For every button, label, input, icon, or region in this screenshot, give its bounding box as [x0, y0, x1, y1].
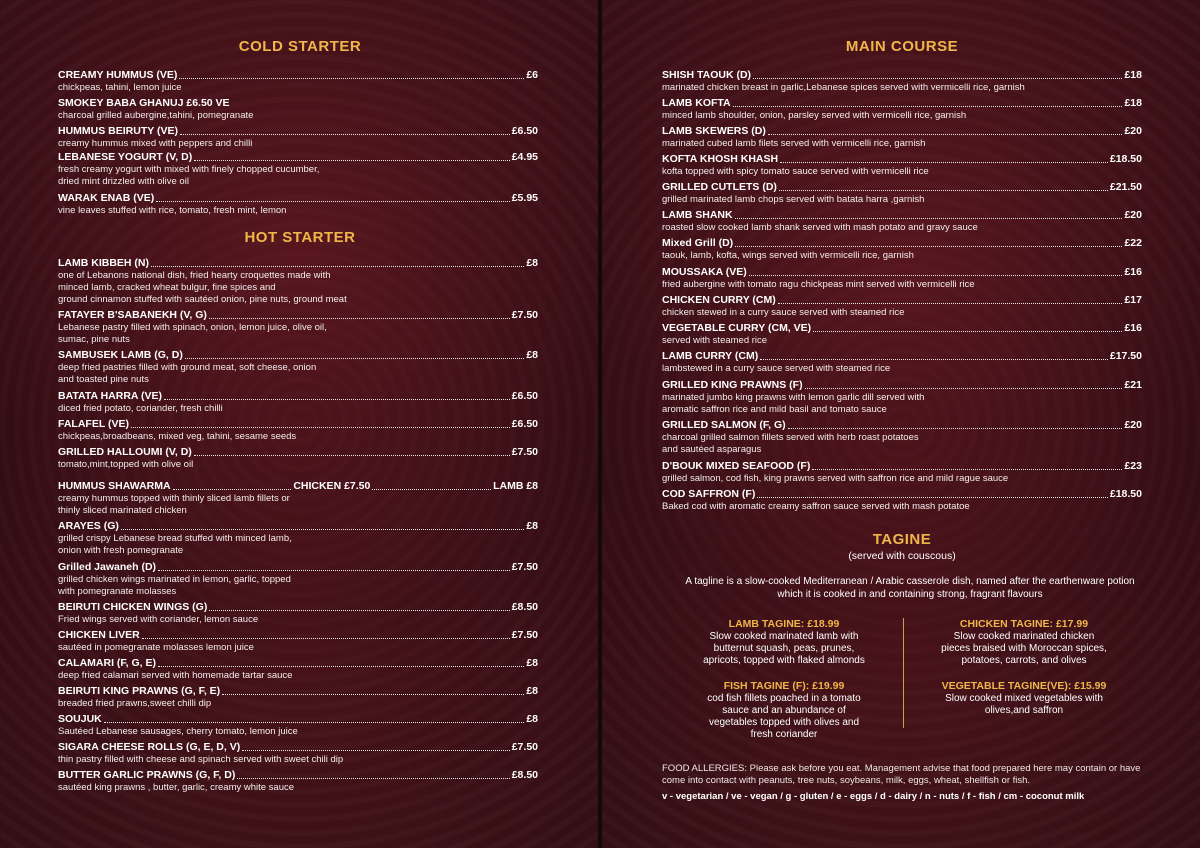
menu-item-name: BEIRUTI CHICKEN WINGS (G): [58, 601, 208, 613]
menu-item: [662, 237, 1142, 262]
dot-leader: [735, 246, 1122, 247]
menu-item-row: [58, 390, 538, 403]
dot-leader: [242, 750, 510, 751]
menu-item: [58, 349, 538, 386]
menu-item-row: [58, 741, 538, 754]
menu-item-desc: creamy hummus mixed with peppers and chilli: [58, 138, 253, 149]
dot-leader: [158, 570, 510, 571]
dot-leader: [813, 331, 1122, 332]
menu-item: [58, 713, 538, 738]
menu-item-row: [662, 322, 1142, 335]
dot-leader: [779, 190, 1108, 191]
menu-item-name: KOFTA KHOSH KHASH: [662, 153, 779, 165]
menu-item: [662, 266, 1142, 291]
menu-item-price: £4.95: [511, 151, 538, 163]
menu-item: [58, 418, 538, 443]
menu-item-price: £7.50: [511, 741, 538, 753]
menu-item-desc: charcoal grilled salmon fillets served with herb roast potatoes and sautéed asparagus: [662, 432, 919, 455]
menu-item-row: [662, 294, 1142, 307]
menu-item-desc: grilled salmon, cod fish, king prawns served with saffron rice and mild rague sauce: [662, 473, 1009, 484]
menu-item-row: [58, 418, 538, 431]
menu-item-row: [662, 460, 1142, 473]
menu-item-row: [58, 192, 538, 205]
menu-item-name: FATAYER B'SABANEKH (V, G): [58, 309, 207, 321]
menu-item-price: £18: [1124, 69, 1142, 81]
menu-item-row: [58, 657, 538, 670]
dot-leader: [156, 201, 509, 202]
menu-item-price: £8: [526, 520, 538, 532]
menu-item-price: £6.50: [511, 125, 538, 137]
menu-item-price: £20: [1124, 419, 1142, 431]
menu-item-row: [58, 309, 538, 322]
menu-item: [662, 350, 1142, 375]
menu-item-price: £8: [526, 657, 538, 669]
menu-item-desc: marinated chicken breast in garlic,Lebanese spices served with vermicelli rice, garnish: [662, 82, 1025, 93]
hot-starter-title: HOT STARTER: [244, 229, 356, 246]
menu-item: [662, 488, 1142, 513]
menu-item-desc: chicken stewed in a curry sauce served with steamed rice: [662, 307, 905, 318]
menu-item: [662, 69, 1142, 94]
menu-item-name: GRILLED KING PRAWNS (F): [662, 379, 803, 391]
diet-legend: v - vegetarian / ve - vegan / g - gluten / e - eggs / d - dairy / n - nuts / f - fish / cm - coconut milk: [662, 791, 1085, 802]
menu-item-row: [662, 125, 1142, 138]
dot-leader: [735, 218, 1123, 219]
menu-item-name: LAMB CURRY (CM): [662, 350, 759, 362]
menu-item-row: [662, 209, 1142, 222]
menu-item-name: LAMB KIBBEH (N): [58, 257, 149, 269]
menu-item-row: [58, 125, 538, 138]
dot-leader: [158, 666, 524, 667]
menu-item: [58, 309, 538, 346]
menu-item-name: WARAK ENAB (VE): [58, 192, 155, 204]
dot-leader: [209, 610, 509, 611]
dot-leader: [237, 778, 509, 779]
menu-item: [58, 257, 538, 306]
menu-item-price: £17: [1124, 294, 1142, 306]
menu-item-name: GRILLED CUTLETS (D): [662, 181, 777, 193]
dot-leader: [179, 78, 524, 79]
menu-item-desc: roasted slow cooked lamb shank served with mash potato and gravy sauce: [662, 222, 978, 233]
menu-item-price: £22: [1124, 237, 1142, 249]
menu-item-name: BEIRUTI KING PRAWNS (G, F, E): [58, 685, 221, 697]
menu-item: [662, 322, 1142, 347]
menu-item-price: CHICKEN £7.50: [293, 480, 371, 492]
dot-leader: [131, 427, 510, 428]
dot-leader: [760, 359, 1108, 360]
menu-item-desc: lambstewed in a curry sauce served with steamed rice: [662, 363, 891, 374]
menu-item: [58, 685, 538, 710]
menu-item-name: SIGARA CHEESE ROLLS (G, E, D, V): [58, 741, 241, 753]
menu-item-row: [58, 685, 538, 698]
menu-item-desc: served with steamed rice: [662, 335, 768, 346]
dot-leader: [757, 497, 1108, 498]
tagine-subtitle: (served with couscous): [848, 550, 956, 562]
tagine-item-desc: cod fish fillets poached in a tomato sauce and an abundance of vegetables topped with olives and fresh coriander: [707, 693, 861, 740]
dot-leader: [222, 694, 524, 695]
menu-item: [58, 657, 538, 682]
menu-item-desc: thin pastry filled with cheese and spinach served with sweet chili dip: [58, 754, 344, 765]
menu-item: [662, 460, 1142, 485]
menu-item-desc: vine leaves stuffed with rice, tomato, fresh mint, lemon: [58, 205, 287, 216]
menu-item-desc: sautéed in pomegranate molasses lemon juice: [58, 642, 254, 653]
dot-leader: [209, 318, 510, 319]
menu-item-price: £8.50: [511, 769, 538, 781]
main-course-title: MAIN COURSE: [845, 38, 959, 55]
menu-item-row: [58, 561, 538, 574]
menu-item-price: £20: [1124, 209, 1142, 221]
menu-item: [58, 151, 538, 188]
dot-leader: [733, 106, 1123, 107]
menu-item: [662, 153, 1142, 178]
menu-item-name: D'BOUK MIXED SEAFOOD (F): [662, 460, 811, 472]
tagine-item: [679, 680, 889, 741]
tagine-title: TAGINE: [872, 531, 932, 548]
menu-item-desc: fresh creamy yogurt with mixed with finely chopped cucumber, dried mint drizzled with olive oil: [58, 164, 320, 187]
dot-leader: [104, 722, 525, 723]
tagine-item-title: LAMB TAGINE: £18.99: [728, 618, 840, 630]
tagine-item-title: CHICKEN TAGINE: £17.99: [959, 618, 1089, 630]
menu-item-price: £16: [1124, 322, 1142, 334]
menu-item-price: £7.50: [511, 446, 538, 458]
menu-item: [662, 419, 1142, 456]
menu-item-price: £8: [526, 685, 538, 697]
dot-leader: [164, 399, 510, 400]
menu-item: [58, 741, 538, 766]
menu-item-desc: grilled marinated lamb chops served with batata harra ,garnish: [662, 194, 925, 205]
menu-item-row: [662, 97, 1142, 110]
right-page: [602, 0, 1200, 848]
menu-item-price: £6.50: [511, 390, 538, 402]
menu-item-desc: deep fried calamari served with homemade tartar sauce: [58, 670, 293, 681]
menu-item-desc: marinated jumbo king prawns with lemon garlic dill served with aromatic saffron rice and mild basil and tomato sauce: [662, 392, 925, 415]
dot-leader: [151, 266, 524, 267]
menu-item-price: £18.50: [1109, 488, 1142, 500]
menu-item: [58, 601, 538, 626]
menu-item-name: COD SAFFRON (F): [662, 488, 756, 500]
dot-leader: [180, 134, 510, 135]
menu-item: [662, 379, 1142, 416]
menu-item-price: £8.50: [511, 601, 538, 613]
menu-item-name: Mixed Grill (D): [662, 237, 734, 249]
menu-item-desc: marinated cubed lamb filets served with vermicelli rice, garnish: [662, 138, 926, 149]
menu-item-desc: grilled crispy Lebanese bread stuffed with minced lamb, onion with fresh pomegranate: [58, 533, 292, 556]
menu-item-name: SHISH TAOUK (D): [662, 69, 752, 81]
menu-item-name: GRILLED HALLOUMI (V, D): [58, 446, 192, 458]
menu-item-price: £21: [1124, 379, 1142, 391]
menu-item: [58, 97, 538, 122]
dot-leader: [185, 358, 524, 359]
menu-item-price: £8: [526, 257, 538, 269]
menu-item-desc: breaded fried prawns,sweet chilli dip: [58, 698, 212, 709]
menu-item: [58, 480, 538, 517]
menu-item-desc: deep fried pastries filled with ground meat, soft cheese, onion and toasted pine nuts: [58, 362, 317, 385]
menu-item-name: HUMMUS BEIRUTY (VE): [58, 125, 178, 137]
menu-item-row: [58, 257, 538, 270]
menu-item-desc: sautéed king prawns , butter, garlic, creamy white sauce: [58, 782, 295, 793]
menu-item-price: £6: [526, 69, 538, 81]
dot-leader: [788, 428, 1123, 429]
tagine-item-desc: Slow cooked marinated lamb with butternut squash, peas, prunes, apricots, topped with flaked almonds: [703, 631, 865, 666]
menu-item-price: £16: [1124, 266, 1142, 278]
menu-item: [662, 125, 1142, 150]
menu-item-row: [662, 419, 1142, 432]
dot-leader: [194, 455, 510, 456]
menu-item-row: [58, 480, 538, 493]
menu-item-price: £8: [526, 713, 538, 725]
menu-item-name: LAMB SHANK: [662, 209, 733, 221]
menu-item-name: SMOKEY BABA GHANUJ £6.50 VE: [58, 97, 230, 109]
menu-item-name: Grilled Jawaneh (D): [58, 561, 157, 573]
dot-leader: [780, 162, 1108, 163]
menu-item-row: [662, 488, 1142, 501]
menu-item-name: GRILLED SALMON (F, G): [662, 419, 786, 431]
menu-item-price: £18.50: [1109, 153, 1142, 165]
menu-item: [58, 561, 538, 598]
dot-leader: [812, 469, 1122, 470]
menu-item-row: [662, 350, 1142, 363]
menu-item-price: LAMB £8: [493, 480, 539, 492]
menu-item-desc: minced lamb shoulder, onion, parsley served with vermicelli rice, garnish: [662, 110, 967, 121]
cold-starter-title: COLD STARTER: [238, 38, 362, 55]
dot-leader: [372, 489, 491, 490]
menu-item-desc: chickpeas,broadbeans, mixed veg, tahini, sesame seeds: [58, 431, 297, 442]
menu-item-row: [662, 266, 1142, 279]
menu-item: [58, 125, 538, 150]
menu-item: [58, 192, 538, 217]
menu-item-desc: taouk, lamb, kofta, wings served with vermicelli rice, garnish: [662, 250, 914, 261]
menu-item-desc: creamy hummus topped with thinly sliced lamb fillets or thinly sliced marinated chicken: [58, 493, 290, 516]
menu-item-price: £20: [1124, 125, 1142, 137]
menu-item-name: BATATA HARRA (VE): [58, 390, 163, 402]
dot-leader: [194, 160, 510, 161]
menu-item-desc: Fried wings served with coriander, lemon sauce: [58, 614, 259, 625]
tagine-item: [679, 618, 889, 667]
menu-item-row: [662, 181, 1142, 194]
dot-leader: [768, 134, 1123, 135]
dot-leader: [173, 489, 292, 490]
menu-item-name: ARAYES (G): [58, 520, 119, 532]
tagine-item-desc: Slow cooked marinated chicken pieces braised with Moroccan spices, potatoes, carrots, and olives: [941, 631, 1107, 666]
menu-item-name: BUTTER GARLIC PRAWNS (G, F, D): [58, 769, 236, 781]
menu-item-desc: Lebanese pastry filled with spinach, onion, lemon juice, olive oil, sumac, pine nuts: [58, 322, 327, 345]
menu-item-price: £17.50: [1109, 350, 1142, 362]
menu-item-desc: one of Lebanons national dish, fried hearty croquettes made with minced lamb, cracked wheat bulgur, fine spices and ground cinnamon stuffed with sautéed onion, pine nuts, ground meat: [58, 270, 347, 305]
menu-item-name: LAMB SKEWERS (D): [662, 125, 766, 137]
menu-item-price: £7.50: [511, 561, 538, 573]
menu-item-name: LEBANESE YOGURT (V, D): [58, 151, 193, 163]
tagine-item: [919, 618, 1129, 667]
menu-item-desc: Sautéed Lebanese sausages, cherry tomato, lemon juice: [58, 726, 298, 737]
menu-item-row: [58, 520, 538, 533]
menu-item-row: [58, 349, 538, 362]
menu-item: [662, 181, 1142, 206]
menu-item-row: [662, 153, 1142, 166]
menu-item-desc: Baked cod with aromatic creamy saffron sauce served with mash potatoe: [662, 501, 970, 512]
menu-item-row: [58, 151, 538, 164]
menu-item-name: HUMMUS SHAWARMA: [58, 480, 171, 492]
menu-item-desc: charcoal grilled aubergine,tahini, pomegranate: [58, 110, 254, 121]
menu-item-desc: diced fried potato, coriander, fresh chilli: [58, 403, 223, 414]
tagine-item-desc: Slow cooked mixed vegetables with olives,and saffron: [945, 693, 1103, 716]
menu-item-price: £18: [1124, 97, 1142, 109]
menu-item-row: [58, 629, 538, 642]
menu-item-name: MOUSSAKA (VE): [662, 266, 747, 278]
menu-item-row: [58, 601, 538, 614]
menu-item-row: [58, 769, 538, 782]
menu-item-desc: fried aubergine with tomato ragu chickpeas mint served with vermicelli rice: [662, 279, 975, 290]
dot-leader: [778, 303, 1123, 304]
menu-item-name: VEGETABLE CURRY (CM, VE): [662, 322, 812, 334]
menu-item-price: £7.50: [511, 629, 538, 641]
menu-item: [662, 97, 1142, 122]
menu-item-row: [662, 237, 1142, 250]
menu-item: [58, 390, 538, 415]
dot-leader: [749, 275, 1123, 276]
dot-leader: [121, 529, 524, 530]
menu-item-name: SAMBUSEK LAMB (G, D): [58, 349, 183, 361]
menu-item-price: £5.95: [511, 192, 538, 204]
menu-item: [58, 769, 538, 794]
menu-item: [58, 629, 538, 654]
menu-item-name: CREAMY HUMMUS (VE): [58, 69, 178, 81]
menu-item-row: [662, 379, 1142, 392]
menu-item-name: CALAMARI (F, G, E): [58, 657, 156, 669]
menu-item-row: [58, 446, 538, 459]
menu-item-row: [58, 97, 538, 110]
menu-item-name: LAMB KOFTA: [662, 97, 731, 109]
menu-item-desc: grilled chicken wings marinated in lemon, garlic, topped with pomegranate molasses: [58, 574, 291, 597]
menu-item-name: CHICKEN CURRY (CM): [662, 294, 776, 306]
menu-item-desc: tomato,mint,topped with olive oil: [58, 459, 194, 470]
menu-item-price: £8: [526, 349, 538, 361]
menu-item-row: [58, 69, 538, 82]
tagine-intro: A tagline is a slow-cooked Mediterranean / Arabic casserole dish, named after the earthenware potion which it is cooked in and containing strong, fragrant flavours: [685, 576, 1135, 600]
menu-item-row: [662, 69, 1142, 82]
tagine-item-title: FISH TAGINE (F): £19.99: [723, 680, 845, 692]
menu-item-price: £7.50: [511, 309, 538, 321]
menu-item: [662, 294, 1142, 319]
dot-leader: [753, 78, 1122, 79]
menu-item: [58, 69, 538, 94]
menu-item-row: [58, 713, 538, 726]
menu-item-price: £23: [1124, 460, 1142, 472]
menu-item: [58, 520, 538, 557]
dot-leader: [142, 638, 510, 639]
menu-item-name: FALAFEL (VE): [58, 418, 129, 430]
allergy-notice: FOOD ALLERGIES: Please ask before you eat. Management advise that food prepared here may contain or have come into contact with peanuts, tree nuts, soybeans, milk, eggs, wheat, shellfish or fish.: [662, 763, 1141, 786]
tagine-item: [919, 680, 1129, 717]
dot-leader: [805, 388, 1123, 389]
menu-item: [662, 209, 1142, 234]
menu-item: [58, 446, 538, 471]
menu-item-price: £21.50: [1109, 181, 1142, 193]
menu-item-name: SOUJUK: [58, 713, 102, 725]
menu-item-name: CHICKEN LIVER: [58, 629, 140, 641]
menu-item-price: £6.50: [511, 418, 538, 430]
tagine-divider: [903, 618, 904, 728]
menu-item-desc: chickpeas, tahini, lemon juice: [58, 82, 182, 93]
menu-item-desc: kofta topped with spicy tomato sauce served with vermicelli rice: [662, 166, 929, 177]
tagine-item-title: VEGETABLE TAGINE(VE): £15.99: [941, 680, 1107, 692]
